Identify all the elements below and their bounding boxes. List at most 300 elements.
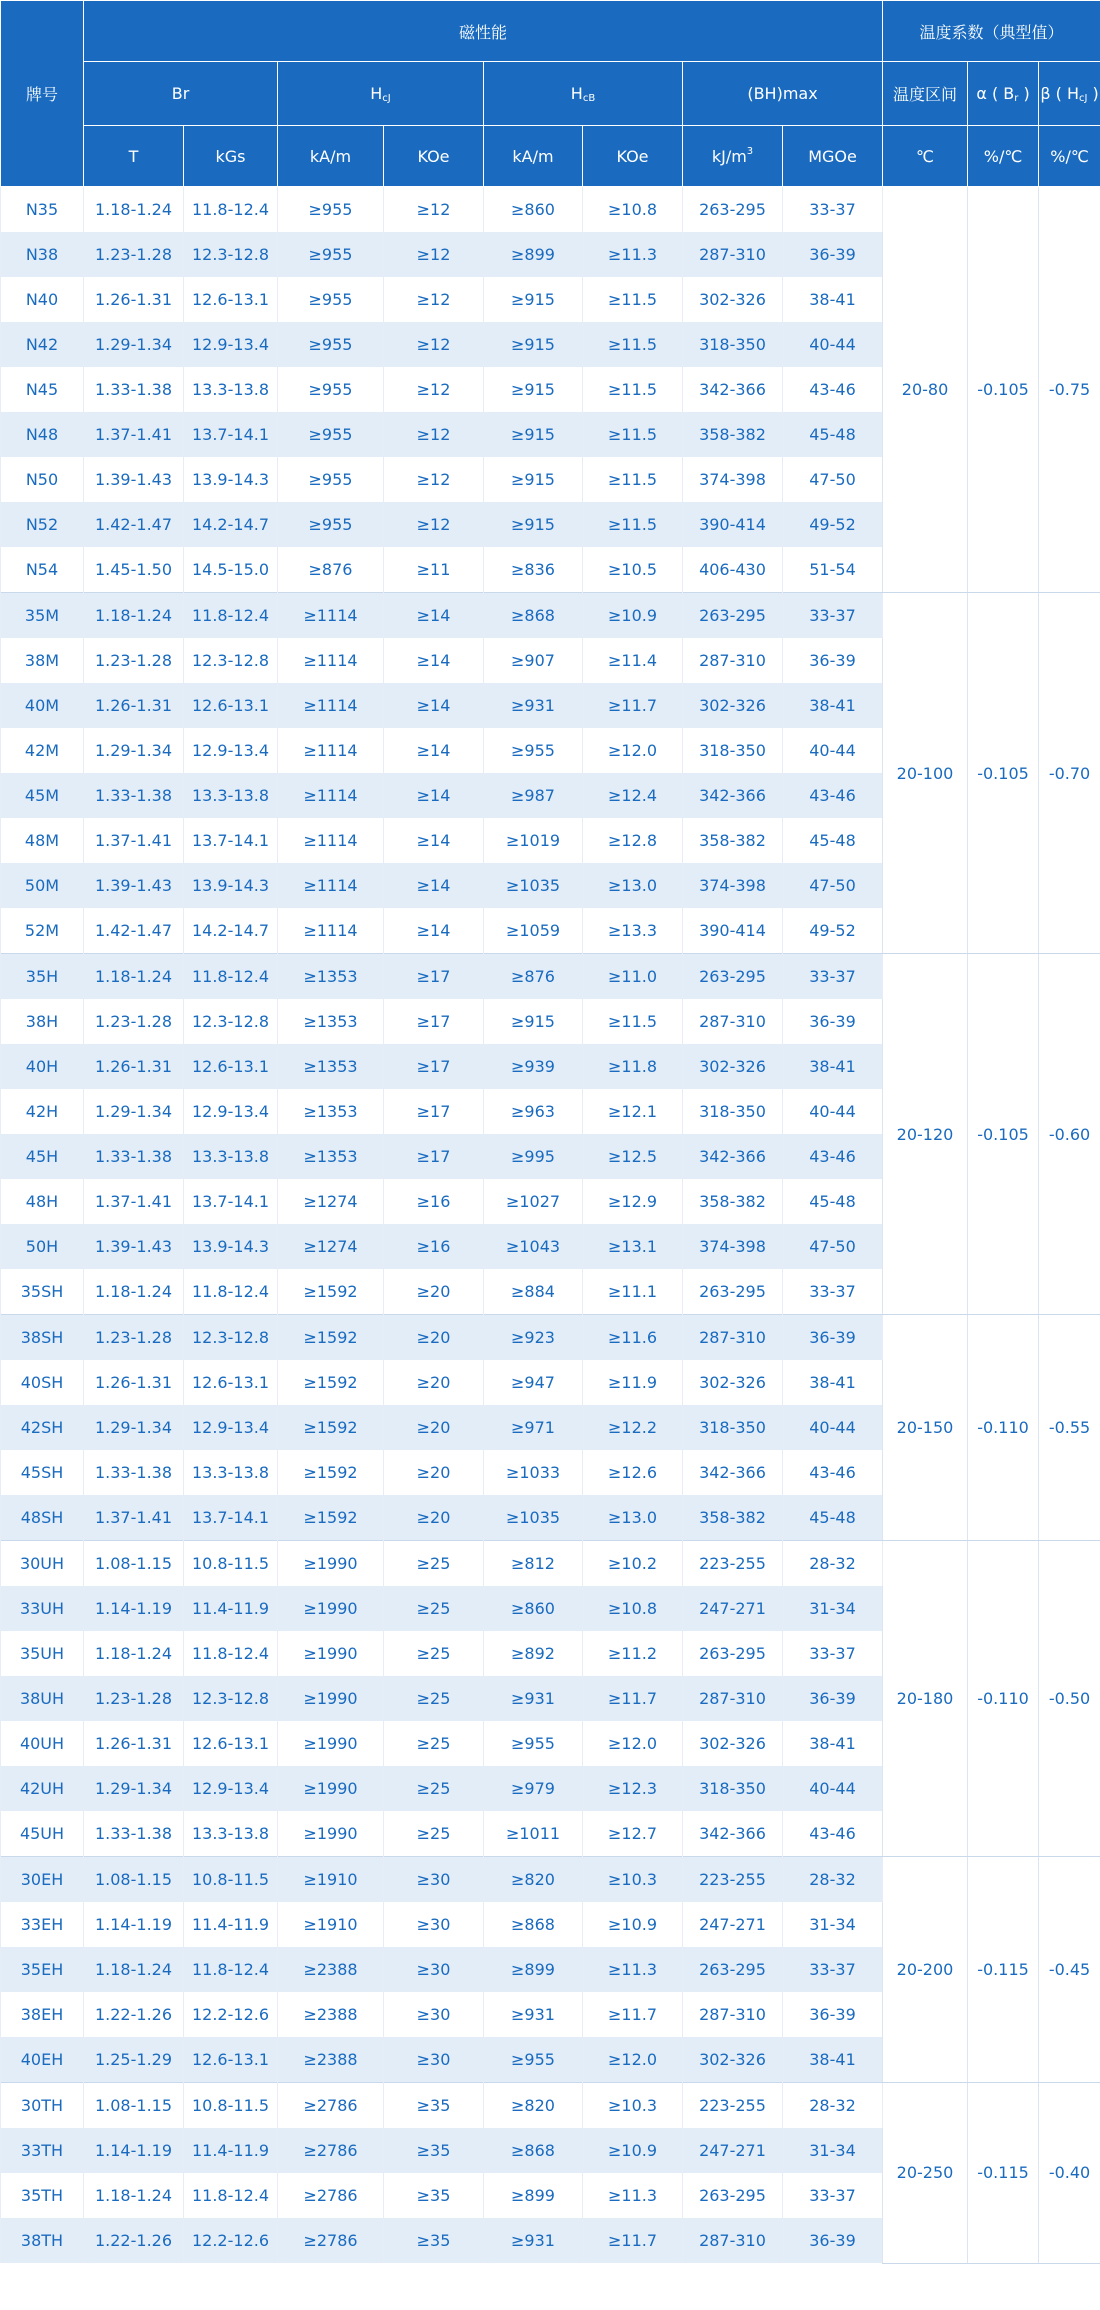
cell-bh-mgoe: 33-37: [783, 2173, 883, 2218]
cell-hcj-kam: ≥1990: [278, 1631, 384, 1676]
cell-br-t: 1.37-1.41: [84, 412, 184, 457]
cell-hcj-kam: ≥955: [278, 277, 384, 322]
cell-bh-kj: 247-271: [683, 1586, 783, 1631]
cell-hcb-koe: ≥10.5: [583, 547, 683, 593]
cell-temp-range: 20-180: [883, 1541, 968, 1857]
cell-hcj-koe: ≥25: [384, 1721, 484, 1766]
cell-br-t: 1.29-1.34: [84, 1766, 184, 1811]
cell-beta: -0.45: [1039, 1857, 1100, 2083]
unit-temp: ℃: [883, 126, 968, 187]
cell-bh-kj: 287-310: [683, 232, 783, 277]
cell-br-kgs: 12.6-13.1: [184, 683, 278, 728]
cell-hcj-koe: ≥12: [384, 277, 484, 322]
cell-bh-mgoe: 47-50: [783, 863, 883, 908]
cell-br-t: 1.39-1.43: [84, 1224, 184, 1269]
cell-grade: 30EH: [1, 1857, 84, 1903]
cell-hcb-kam: ≥1033: [484, 1450, 583, 1495]
cell-bh-mgoe: 38-41: [783, 1044, 883, 1089]
cell-hcj-kam: ≥1353: [278, 1089, 384, 1134]
cell-br-t: 1.14-1.19: [84, 1902, 184, 1947]
cell-hcj-koe: ≥25: [384, 1676, 484, 1721]
cell-bh-mgoe: 43-46: [783, 1450, 883, 1495]
cell-hcj-koe: ≥14: [384, 683, 484, 728]
unit-bh-mgoe: MGOe: [783, 126, 883, 187]
cell-hcj-kam: ≥1353: [278, 1134, 384, 1179]
unit-hcj-koe: KOe: [384, 126, 484, 187]
unit-hcb-kam: kA/m: [484, 126, 583, 187]
unit-br-kgs: kGs: [184, 126, 278, 187]
cell-hcj-kam: ≥2388: [278, 2037, 384, 2083]
cell-bh-mgoe: 47-50: [783, 457, 883, 502]
cell-br-kgs: 10.8-11.5: [184, 1541, 278, 1587]
cell-bh-kj: 406-430: [683, 547, 783, 593]
cell-br-kgs: 12.9-13.4: [184, 1089, 278, 1134]
cell-bh-mgoe: 43-46: [783, 367, 883, 412]
cell-bh-mgoe: 33-37: [783, 954, 883, 1000]
cell-hcj-koe: ≥14: [384, 593, 484, 639]
cell-br-t: 1.25-1.29: [84, 2037, 184, 2083]
cell-bh-mgoe: 36-39: [783, 2218, 883, 2263]
cell-hcj-koe: ≥25: [384, 1811, 484, 1857]
cell-hcb-koe: ≥11.1: [583, 1269, 683, 1315]
cell-hcj-koe: ≥35: [384, 2128, 484, 2173]
cell-grade: 42UH: [1, 1766, 84, 1811]
cell-br-kgs: 14.2-14.7: [184, 502, 278, 547]
cell-br-kgs: 13.3-13.8: [184, 1134, 278, 1179]
cell-bh-kj: 302-326: [683, 1360, 783, 1405]
cell-br-kgs: 11.8-12.4: [184, 1947, 278, 1992]
cell-bh-mgoe: 36-39: [783, 232, 883, 277]
cell-br-t: 1.26-1.31: [84, 1360, 184, 1405]
cell-br-kgs: 10.8-11.5: [184, 2083, 278, 2129]
cell-grade: N48: [1, 412, 84, 457]
cell-hcb-kam: ≥939: [484, 1044, 583, 1089]
cell-hcb-koe: ≥10.9: [583, 2128, 683, 2173]
cell-hcb-koe: ≥10.9: [583, 593, 683, 639]
cell-hcj-kam: ≥1592: [278, 1315, 384, 1361]
cell-temp-range: 20-120: [883, 954, 968, 1315]
header-hcj: $H_{cJ}$: [278, 62, 484, 126]
cell-grade: 40EH: [1, 2037, 84, 2083]
cell-hcb-koe: ≥13.3: [583, 908, 683, 954]
cell-bh-mgoe: 40-44: [783, 1766, 883, 1811]
cell-hcj-kam: ≥1353: [278, 954, 384, 1000]
cell-hcb-koe: ≥11.4: [583, 638, 683, 683]
cell-hcj-kam: ≥955: [278, 187, 384, 233]
cell-beta: -0.70: [1039, 593, 1100, 954]
cell-hcj-kam: ≥1114: [278, 728, 384, 773]
cell-bh-mgoe: 43-46: [783, 1811, 883, 1857]
cell-grade: 35UH: [1, 1631, 84, 1676]
cell-hcb-koe: ≥10.3: [583, 2083, 683, 2129]
cell-bh-kj: 263-295: [683, 954, 783, 1000]
cell-hcj-koe: ≥14: [384, 908, 484, 954]
cell-hcj-kam: ≥1592: [278, 1450, 384, 1495]
cell-br-kgs: 13.7-14.1: [184, 1495, 278, 1541]
cell-hcj-kam: ≥2786: [278, 2173, 384, 2218]
cell-hcb-koe: ≥11.0: [583, 954, 683, 1000]
cell-bh-kj: 358-382: [683, 1179, 783, 1224]
cell-grade: N42: [1, 322, 84, 367]
cell-hcj-koe: ≥14: [384, 773, 484, 818]
cell-hcj-koe: ≥17: [384, 1089, 484, 1134]
table-body: [1, 187, 1100, 2264]
cell-grade: 35M: [1, 593, 84, 639]
cell-br-t: 1.18-1.24: [84, 187, 184, 233]
cell-bh-kj: 263-295: [683, 1947, 783, 1992]
cell-grade: 50M: [1, 863, 84, 908]
cell-grade: 38TH: [1, 2218, 84, 2263]
cell-hcj-koe: ≥12: [384, 412, 484, 457]
cell-beta: -0.60: [1039, 954, 1100, 1315]
cell-br-kgs: 14.2-14.7: [184, 908, 278, 954]
unit-alpha: %/℃: [968, 126, 1039, 187]
cell-grade: 33TH: [1, 2128, 84, 2173]
cell-bh-mgoe: 36-39: [783, 1315, 883, 1361]
cell-grade: 40H: [1, 1044, 84, 1089]
cell-hcj-koe: ≥14: [384, 638, 484, 683]
cell-br-t: 1.18-1.24: [84, 1631, 184, 1676]
cell-hcj-koe: ≥16: [384, 1224, 484, 1269]
cell-hcj-koe: ≥25: [384, 1586, 484, 1631]
cell-br-kgs: 12.3-12.8: [184, 1315, 278, 1361]
cell-hcj-koe: ≥12: [384, 322, 484, 367]
cell-br-kgs: 12.9-13.4: [184, 1766, 278, 1811]
cell-hcj-koe: ≥14: [384, 818, 484, 863]
cell-br-kgs: 12.2-12.6: [184, 2218, 278, 2263]
cell-grade: 48SH: [1, 1495, 84, 1541]
cell-hcj-kam: ≥1353: [278, 999, 384, 1044]
cell-hcb-kam: ≥812: [484, 1541, 583, 1587]
cell-bh-kj: 318-350: [683, 728, 783, 773]
unit-beta: %/℃: [1039, 126, 1100, 187]
cell-hcj-kam: ≥1274: [278, 1179, 384, 1224]
cell-hcj-koe: ≥20: [384, 1495, 484, 1541]
cell-hcj-kam: ≥2786: [278, 2218, 384, 2263]
cell-hcb-koe: ≥11.7: [583, 2218, 683, 2263]
cell-hcj-koe: ≥16: [384, 1179, 484, 1224]
cell-hcb-koe: ≥11.3: [583, 232, 683, 277]
cell-br-kgs: 12.6-13.1: [184, 1360, 278, 1405]
cell-grade: 33EH: [1, 1902, 84, 1947]
cell-grade: 33UH: [1, 1586, 84, 1631]
cell-br-t: 1.14-1.19: [84, 1586, 184, 1631]
cell-hcb-kam: ≥931: [484, 1992, 583, 2037]
cell-bh-mgoe: 38-41: [783, 277, 883, 322]
cell-bh-kj: 302-326: [683, 1721, 783, 1766]
cell-hcj-koe: ≥17: [384, 1134, 484, 1179]
cell-hcj-kam: ≥1990: [278, 1541, 384, 1587]
header-bhmax: (BH)max: [683, 62, 883, 126]
cell-bh-mgoe: 51-54: [783, 547, 883, 593]
cell-grade: N45: [1, 367, 84, 412]
cell-grade: N50: [1, 457, 84, 502]
cell-br-t: 1.18-1.24: [84, 593, 184, 639]
cell-bh-kj: 318-350: [683, 1405, 783, 1450]
cell-hcj-kam: ≥1592: [278, 1360, 384, 1405]
cell-hcj-koe: ≥20: [384, 1405, 484, 1450]
cell-br-t: 1.23-1.28: [84, 1315, 184, 1361]
cell-br-t: 1.18-1.24: [84, 1947, 184, 1992]
cell-hcj-kam: ≥1990: [278, 1586, 384, 1631]
cell-alpha: -0.110: [968, 1315, 1039, 1541]
cell-hcb-koe: ≥11.5: [583, 367, 683, 412]
cell-hcb-kam: ≥955: [484, 2037, 583, 2083]
cell-hcb-kam: ≥915: [484, 412, 583, 457]
cell-beta: -0.40: [1039, 2083, 1100, 2264]
cell-hcj-koe: ≥11: [384, 547, 484, 593]
cell-bh-mgoe: 31-34: [783, 1902, 883, 1947]
cell-hcj-koe: ≥30: [384, 1857, 484, 1903]
cell-grade: 52M: [1, 908, 84, 954]
cell-hcj-koe: ≥20: [384, 1315, 484, 1361]
cell-hcb-koe: ≥12.9: [583, 1179, 683, 1224]
cell-hcb-kam: ≥955: [484, 728, 583, 773]
cell-hcb-kam: ≥1035: [484, 863, 583, 908]
cell-hcb-koe: ≥12.0: [583, 728, 683, 773]
cell-br-kgs: 12.3-12.8: [184, 638, 278, 683]
cell-br-t: 1.23-1.28: [84, 638, 184, 683]
cell-hcj-kam: ≥955: [278, 322, 384, 367]
cell-hcj-kam: ≥1114: [278, 773, 384, 818]
cell-hcj-koe: ≥35: [384, 2218, 484, 2263]
cell-bh-kj: 342-366: [683, 773, 783, 818]
header-temp-range: 温度区间: [883, 62, 968, 126]
cell-hcj-koe: ≥14: [384, 728, 484, 773]
cell-hcb-koe: ≥11.2: [583, 1631, 683, 1676]
cell-hcb-koe: ≥12.4: [583, 773, 683, 818]
cell-bh-kj: 287-310: [683, 638, 783, 683]
cell-hcb-kam: ≥971: [484, 1405, 583, 1450]
cell-hcj-kam: ≥1114: [278, 593, 384, 639]
cell-br-kgs: 12.3-12.8: [184, 232, 278, 277]
cell-bh-kj: 374-398: [683, 1224, 783, 1269]
cell-br-t: 1.33-1.38: [84, 1134, 184, 1179]
cell-bh-mgoe: 49-52: [783, 908, 883, 954]
cell-br-t: 1.14-1.19: [84, 2128, 184, 2173]
cell-br-kgs: 11.4-11.9: [184, 1586, 278, 1631]
cell-temp-range: 20-100: [883, 593, 968, 954]
cell-hcb-kam: ≥860: [484, 187, 583, 233]
unit-hcj-kam: kA/m: [278, 126, 384, 187]
cell-alpha: -0.105: [968, 187, 1039, 593]
cell-hcb-kam: ≥876: [484, 954, 583, 1000]
cell-hcb-kam: ≥1059: [484, 908, 583, 954]
cell-hcb-koe: ≥11.5: [583, 502, 683, 547]
cell-hcb-koe: ≥13.0: [583, 1495, 683, 1541]
cell-bh-kj: 223-255: [683, 2083, 783, 2129]
table-row: [1, 954, 1100, 1000]
cell-hcj-koe: ≥20: [384, 1360, 484, 1405]
cell-bh-kj: 287-310: [683, 1315, 783, 1361]
cell-bh-mgoe: 28-32: [783, 1857, 883, 1903]
cell-bh-kj: 287-310: [683, 2218, 783, 2263]
cell-alpha: -0.105: [968, 593, 1039, 954]
cell-hcb-koe: ≥10.9: [583, 1902, 683, 1947]
cell-hcj-koe: ≥25: [384, 1766, 484, 1811]
cell-bh-mgoe: 33-37: [783, 1947, 883, 1992]
header-beta: β ( $H_{cJ}$ ): [1039, 62, 1100, 126]
cell-br-kgs: 13.9-14.3: [184, 863, 278, 908]
cell-br-t: 1.18-1.24: [84, 2173, 184, 2218]
cell-bh-kj: 302-326: [683, 683, 783, 728]
cell-bh-mgoe: 38-41: [783, 683, 883, 728]
cell-br-kgs: 11.8-12.4: [184, 954, 278, 1000]
cell-br-kgs: 11.4-11.9: [184, 1902, 278, 1947]
cell-hcb-kam: ≥860: [484, 1586, 583, 1631]
cell-hcb-koe: ≥11.3: [583, 2173, 683, 2218]
cell-hcj-kam: ≥955: [278, 367, 384, 412]
cell-grade: 40UH: [1, 1721, 84, 1766]
cell-hcb-koe: ≥11.6: [583, 1315, 683, 1361]
cell-bh-mgoe: 36-39: [783, 638, 883, 683]
cell-bh-kj: 263-295: [683, 1269, 783, 1315]
cell-hcj-kam: ≥1990: [278, 1721, 384, 1766]
cell-hcj-koe: ≥14: [384, 863, 484, 908]
cell-br-t: 1.26-1.31: [84, 277, 184, 322]
cell-br-kgs: 12.6-13.1: [184, 1721, 278, 1766]
cell-bh-mgoe: 36-39: [783, 1992, 883, 2037]
cell-bh-kj: 374-398: [683, 863, 783, 908]
cell-bh-kj: 318-350: [683, 1766, 783, 1811]
cell-br-t: 1.22-1.26: [84, 1992, 184, 2037]
cell-hcj-koe: ≥12: [384, 232, 484, 277]
cell-bh-kj: 302-326: [683, 277, 783, 322]
unit-bh-kj: $kJ/m^3$: [683, 126, 783, 187]
table-row: [1, 2083, 1100, 2129]
cell-hcj-kam: ≥1990: [278, 1676, 384, 1721]
cell-grade: 40SH: [1, 1360, 84, 1405]
cell-bh-mgoe: 49-52: [783, 502, 883, 547]
cell-bh-kj: 247-271: [683, 2128, 783, 2173]
cell-hcj-kam: ≥1114: [278, 638, 384, 683]
cell-br-kgs: 13.3-13.8: [184, 773, 278, 818]
unit-br-t: T: [84, 126, 184, 187]
cell-hcb-kam: ≥995: [484, 1134, 583, 1179]
cell-bh-mgoe: 31-34: [783, 1586, 883, 1631]
cell-br-t: 1.33-1.38: [84, 773, 184, 818]
cell-bh-kj: 263-295: [683, 2173, 783, 2218]
cell-alpha: -0.110: [968, 1541, 1039, 1857]
cell-hcj-kam: ≥955: [278, 502, 384, 547]
cell-grade: 45UH: [1, 1811, 84, 1857]
cell-br-t: 1.39-1.43: [84, 863, 184, 908]
cell-grade: 42H: [1, 1089, 84, 1134]
cell-br-kgs: 10.8-11.5: [184, 1857, 278, 1903]
cell-hcb-kam: ≥931: [484, 2218, 583, 2263]
cell-br-kgs: 12.6-13.1: [184, 2037, 278, 2083]
cell-beta: -0.50: [1039, 1541, 1100, 1857]
cell-grade: 42SH: [1, 1405, 84, 1450]
cell-bh-kj: 302-326: [683, 1044, 783, 1089]
cell-bh-kj: 318-350: [683, 322, 783, 367]
cell-br-t: 1.33-1.38: [84, 1450, 184, 1495]
cell-br-t: 1.37-1.41: [84, 818, 184, 863]
cell-br-kgs: 12.6-13.1: [184, 277, 278, 322]
cell-hcj-kam: ≥1114: [278, 908, 384, 954]
cell-hcj-kam: ≥876: [278, 547, 384, 593]
cell-br-t: 1.26-1.31: [84, 1721, 184, 1766]
cell-hcb-kam: ≥1011: [484, 1811, 583, 1857]
cell-bh-mgoe: 40-44: [783, 1405, 883, 1450]
cell-hcj-kam: ≥1274: [278, 1224, 384, 1269]
cell-hcb-koe: ≥12.0: [583, 2037, 683, 2083]
cell-hcj-koe: ≥12: [384, 502, 484, 547]
cell-bh-mgoe: 28-32: [783, 2083, 883, 2129]
cell-hcb-koe: ≥10.8: [583, 187, 683, 233]
cell-hcb-kam: ≥915: [484, 322, 583, 367]
cell-bh-mgoe: 40-44: [783, 1089, 883, 1134]
cell-hcb-koe: ≥11.7: [583, 1992, 683, 2037]
cell-hcj-koe: ≥25: [384, 1631, 484, 1676]
cell-hcj-koe: ≥17: [384, 999, 484, 1044]
cell-br-t: 1.29-1.34: [84, 1405, 184, 1450]
table-row: [1, 1315, 1100, 1361]
cell-hcb-kam: ≥915: [484, 999, 583, 1044]
cell-hcj-kam: ≥1114: [278, 863, 384, 908]
cell-bh-kj: 223-255: [683, 1857, 783, 1903]
table-row: [1, 187, 1100, 233]
cell-alpha: -0.115: [968, 1857, 1039, 2083]
header-grade: 牌号: [1, 1, 84, 187]
cell-hcb-kam: ≥915: [484, 367, 583, 412]
cell-hcb-koe: ≥10.2: [583, 1541, 683, 1587]
cell-hcj-koe: ≥25: [384, 1541, 484, 1587]
cell-hcb-koe: ≥13.1: [583, 1224, 683, 1269]
cell-hcb-kam: ≥907: [484, 638, 583, 683]
cell-br-kgs: 11.8-12.4: [184, 2173, 278, 2218]
cell-hcb-koe: ≥11.9: [583, 1360, 683, 1405]
cell-hcb-kam: ≥931: [484, 683, 583, 728]
cell-br-t: 1.18-1.24: [84, 1269, 184, 1315]
cell-hcb-kam: ≥868: [484, 1902, 583, 1947]
cell-hcj-koe: ≥17: [384, 954, 484, 1000]
cell-br-kgs: 11.8-12.4: [184, 1631, 278, 1676]
cell-hcb-kam: ≥915: [484, 457, 583, 502]
cell-hcj-kam: ≥1353: [278, 1044, 384, 1089]
cell-bh-kj: 287-310: [683, 999, 783, 1044]
cell-hcj-kam: ≥2786: [278, 2128, 384, 2173]
cell-br-t: 1.23-1.28: [84, 999, 184, 1044]
cell-beta: -0.55: [1039, 1315, 1100, 1541]
cell-hcb-koe: ≥10.3: [583, 1857, 683, 1903]
cell-hcb-koe: ≥12.2: [583, 1405, 683, 1450]
cell-br-kgs: 14.5-15.0: [184, 547, 278, 593]
cell-hcj-koe: ≥12: [384, 457, 484, 502]
cell-bh-kj: 318-350: [683, 1089, 783, 1134]
cell-bh-mgoe: 38-41: [783, 1360, 883, 1405]
cell-br-kgs: 13.7-14.1: [184, 412, 278, 457]
table-row: [1, 593, 1100, 639]
cell-grade: N54: [1, 547, 84, 593]
cell-bh-kj: 342-366: [683, 1811, 783, 1857]
cell-br-kgs: 11.8-12.4: [184, 1269, 278, 1315]
cell-hcb-kam: ≥979: [484, 1766, 583, 1811]
cell-hcb-kam: ≥915: [484, 277, 583, 322]
cell-br-t: 1.42-1.47: [84, 908, 184, 954]
cell-br-t: 1.23-1.28: [84, 232, 184, 277]
cell-bh-kj: 358-382: [683, 412, 783, 457]
cell-bh-mgoe: 43-46: [783, 773, 883, 818]
cell-hcb-kam: ≥915: [484, 502, 583, 547]
cell-grade: N52: [1, 502, 84, 547]
cell-br-kgs: 11.4-11.9: [184, 2128, 278, 2173]
cell-grade: 45M: [1, 773, 84, 818]
cell-grade: 50H: [1, 1224, 84, 1269]
table-header: [1, 1, 1100, 187]
cell-br-t: 1.29-1.34: [84, 728, 184, 773]
cell-hcb-kam: ≥820: [484, 2083, 583, 2129]
